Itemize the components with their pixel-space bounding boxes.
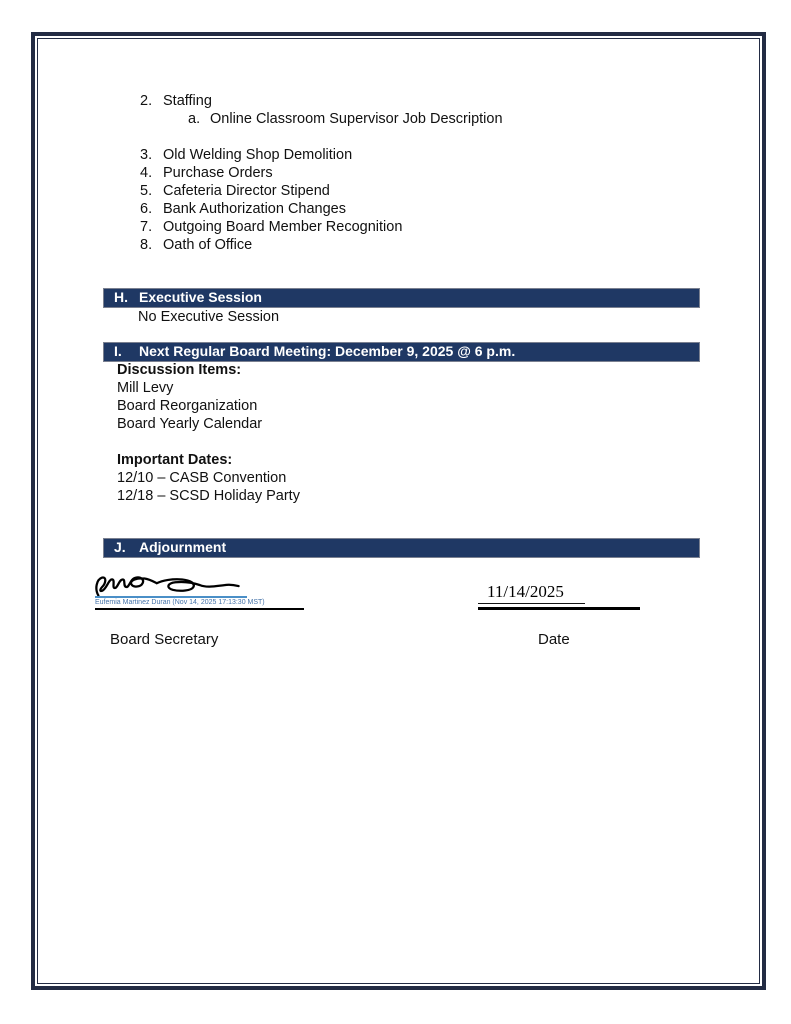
important-date-item: 12/10 – CASB Convention: [117, 470, 287, 486]
agenda-item: [140, 93, 212, 109]
agenda-item-text: Oath of Office: [163, 237, 253, 253]
agenda-item-number: 6.: [140, 201, 153, 217]
board-secretary-label: Board Secretary: [110, 631, 219, 648]
date-underline-thin: [478, 603, 585, 604]
signature-date-value: 11/14/2025: [487, 582, 564, 601]
signature-stamp-text: Eufemia Martinez Duran (Nov 14, 2025 17:13:30 MST): [95, 599, 265, 606]
agenda-item-text: Purchase Orders: [163, 165, 273, 181]
agenda-item: [140, 147, 352, 163]
agenda-item: [140, 201, 346, 217]
agenda-item-number: 2.: [140, 93, 153, 109]
agenda-item-text: Staffing: [163, 93, 212, 109]
agenda-item-text: Outgoing Board Member Recognition: [163, 219, 403, 235]
discussion-item: Mill Levy: [117, 380, 174, 396]
agenda-item: [140, 219, 402, 235]
section-title: Adjournment: [139, 539, 227, 555]
agenda-item: [140, 165, 273, 181]
agenda-subitem-text: Online Classroom Supervisor Job Description: [210, 111, 503, 127]
discussion-items-heading: Discussion Items:: [117, 362, 242, 378]
section-title: Executive Session: [139, 289, 262, 305]
agenda-subitem-letter: a.: [188, 111, 201, 127]
discussion-item: Board Reorganization: [117, 398, 258, 414]
agenda-item-number: 3.: [140, 147, 153, 163]
section-letter: H.: [114, 289, 128, 305]
agenda-item-text: Cafeteria Director Stipend: [163, 183, 330, 199]
important-dates-heading: Important Dates:: [117, 452, 233, 468]
agenda-item: [140, 183, 330, 199]
agenda-item-text: Bank Authorization Changes: [163, 201, 346, 217]
discussion-item: Board Yearly Calendar: [117, 416, 263, 432]
signature-blue-underline: [95, 596, 247, 598]
section-header-next-meeting: [103, 342, 700, 362]
section-letter: I.: [114, 343, 122, 359]
section-letter: J.: [114, 539, 126, 555]
agenda-item: [140, 237, 252, 253]
agenda-item-text: Old Welding Shop Demolition: [163, 147, 353, 163]
important-date-item: 12/18 – SCSD Holiday Party: [117, 488, 300, 504]
agenda-item-number: 5.: [140, 183, 153, 199]
secretary-signature-line: [95, 608, 304, 610]
agenda-item-number: 4.: [140, 165, 153, 181]
agenda-item-number: 8.: [140, 237, 153, 253]
agenda-subitem: [188, 111, 503, 127]
section-title: Next Regular Board Meeting: December 9, 2025 @ 6 p.m.: [139, 343, 516, 359]
agenda-item-number: 7.: [140, 219, 153, 235]
section-header-adjournment: [103, 538, 700, 558]
executive-session-note: No Executive Session: [138, 309, 280, 325]
date-label: Date: [538, 631, 570, 648]
date-signature-line: [478, 607, 640, 610]
section-header-executive-session: [103, 288, 700, 308]
